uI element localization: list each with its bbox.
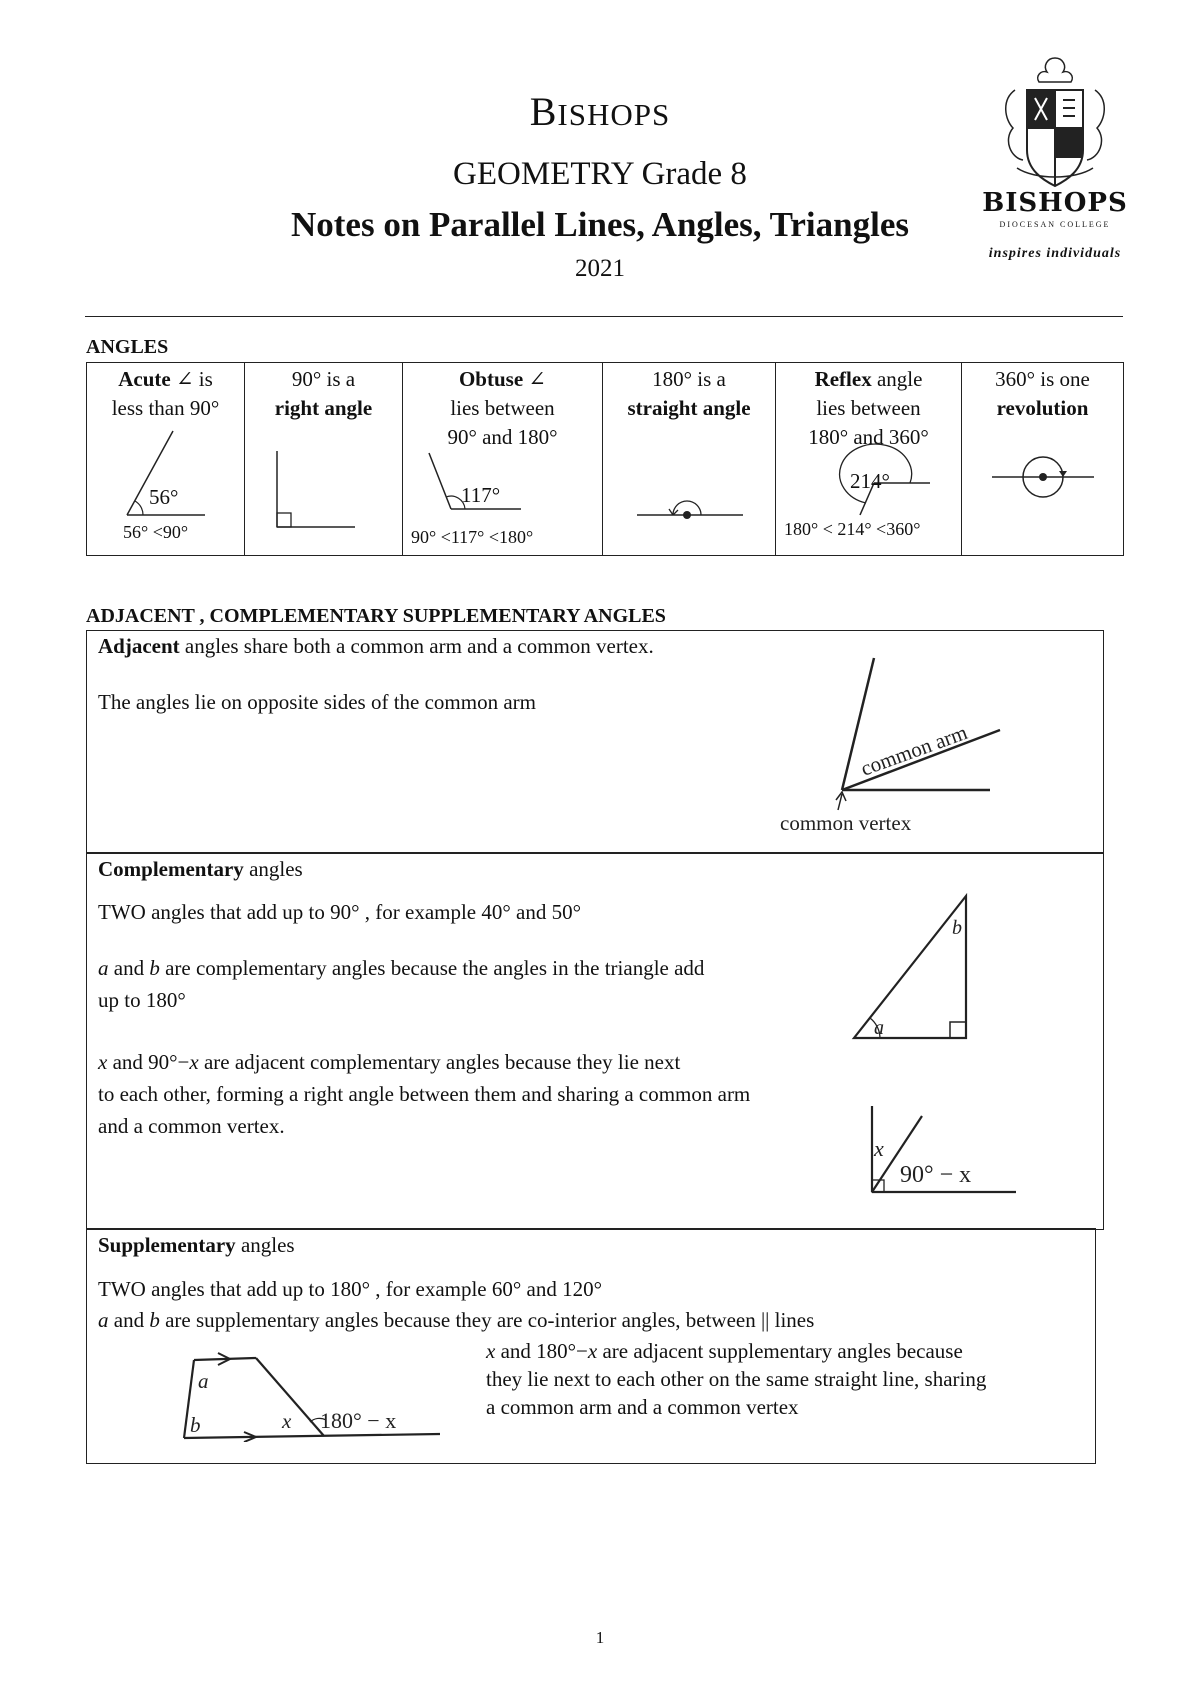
supplementary-title [98,1231,295,1259]
revolution-text: 360° is one [995,367,1090,391]
obtuse-text-c: 90° and 180° [447,425,558,449]
right-angle-icon [245,363,403,557]
supp-var-a: a [98,1308,109,1332]
revolution-term: revolution [996,396,1089,420]
obtuse-text-b: lies between [450,396,555,420]
common-arm-label: common arm [857,720,971,781]
straight-angle-cell [603,363,776,556]
acute-text-a: ∠ is [170,367,213,391]
supplementary-line2-mid: and [108,1308,150,1332]
supp-var-x: x [486,1339,496,1363]
reflex-cell [776,363,962,556]
adjacent-complementary-diagram [860,1100,1020,1200]
obtuse-text-a: ∠ [523,367,547,391]
supplementary-side1 [486,1337,963,1365]
label-90-minus-x: 90° − x [900,1162,972,1188]
supp-label-x: x [282,1409,292,1433]
angle-types-table [86,362,1124,556]
supplementary-title-rest: angles [235,1233,295,1257]
complementary-line2-rest: are complementary angles because the angles in the triangle add [159,956,705,980]
acute-caption: 56° <90° [123,522,189,542]
reflex-text-a: angle [871,367,923,391]
supp-var-b: b [149,1308,160,1332]
acute-text-b: less than 90° [111,396,220,420]
complementary-title-rest: angles [243,857,303,881]
right-angle-cell [245,363,403,556]
reflex-caption: 180° < 214° <360° [784,519,921,539]
logo-college: DIOCESAN COLLEGE [999,220,1111,229]
supplementary-line2-rest: are supplementary angles because they are co-interior angles, between || lines [159,1308,815,1332]
obtuse-cell [403,363,603,556]
logo-tagline: inspires individuals [988,246,1122,261]
header-divider [85,316,1123,317]
page-title: Notes on Parallel Lines, Angles, Triangles [290,205,910,244]
supp-label-a: a [198,1369,209,1393]
supp-label-180-minus-x: 180° − x [320,1408,397,1433]
reflex-term: Reflex [814,367,872,391]
triangle-label-b: b [952,917,962,939]
supplementary-side3: a common arm and a common vertex [486,1395,799,1419]
reflex-angle-label: 214° [850,469,890,493]
school-crest-icon [955,50,1155,270]
supplementary-side2: they lie next to each other on the same straight line, sharing [486,1367,987,1391]
straight-angle-icon [603,363,776,557]
obtuse-term: Obtuse [458,367,524,391]
label-x: x [874,1136,884,1161]
complementary-line3: up to 180° [98,988,186,1012]
school-title-rest: ISHOPS [557,97,671,132]
complementary-line2 [98,954,704,982]
complementary-line5: to each other, forming a right angle between them and sharing a common arm [98,1082,751,1106]
right-triangle-diagram [840,890,980,1050]
supplementary-line1: TWO angles that add up to 180° , for example 60° and 120° [98,1277,602,1301]
obtuse-angle-label: 117° [461,483,501,507]
co-interior-angles-diagram [170,1350,460,1442]
supplementary-line2 [98,1306,814,1334]
reflex-text-c: 180° and 360° [808,425,929,449]
supplementary-side1-mid: and 180°− [495,1339,588,1363]
adjacent-term: Adjacent [98,634,180,658]
acute-term: Acute [118,367,171,391]
angles-heading: ANGLES [86,336,169,358]
complementary-line2-mid: and [108,956,150,980]
adjacent-angles-diagram [760,650,1020,830]
acs-heading: ADJACENT , COMPLEMENTARY SUPPLEMENTARY ANGLES [86,605,666,627]
revolution-icon [962,363,1124,557]
reflex-text-b: lies between [816,396,921,420]
var-b: b [149,956,160,980]
common-vertex-label: common vertex [780,811,912,830]
var-x: x [98,1050,108,1074]
complementary-line4-rest: are adjacent complementary angles because they lie next [198,1050,681,1074]
adjacent-line1-text: angles share both a common arm and a common vertex. [179,634,654,658]
complementary-line4-mid: and 90°− [107,1050,190,1074]
straight-angle-text: 180° is a [652,367,726,391]
complementary-title [98,855,303,883]
adjacent-line2: The angles lie on opposite sides of the common arm [98,690,536,714]
subject-title: GEOMETRY Grade 8 [453,156,747,192]
supp-label-b: b [190,1413,201,1437]
obtuse-caption: 90° <117° <180° [411,527,534,547]
year: 2021 [575,255,625,282]
complementary-line4 [98,1048,680,1076]
acute-angle-label: 56° [149,485,179,509]
page-number: 1 [595,1628,605,1647]
complementary-line1: TWO angles that add up to 90° , for example 40° and 50° [98,900,581,924]
logo-name: BISHOPS [982,188,1128,218]
complementary-line6: and a common vertex. [98,1114,285,1138]
right-angle-text: 90° is a [291,367,356,391]
var-x2: x [189,1050,199,1074]
complementary-term: Complementary [98,857,244,881]
supp-var-x2: x [587,1339,598,1363]
acute-cell [87,363,245,556]
adjacent-line1 [98,632,654,660]
straight-angle-term: straight angle [627,396,751,420]
supplementary-term: Supplementary [98,1233,236,1257]
var-a: a [98,956,109,980]
triangle-label-a: a [874,1017,884,1039]
school-title-initial: B [529,89,558,134]
revolution-cell [962,363,1124,556]
supplementary-side1-rest: are adjacent supplementary angles because [597,1339,963,1363]
right-angle-term: right angle [274,396,373,420]
